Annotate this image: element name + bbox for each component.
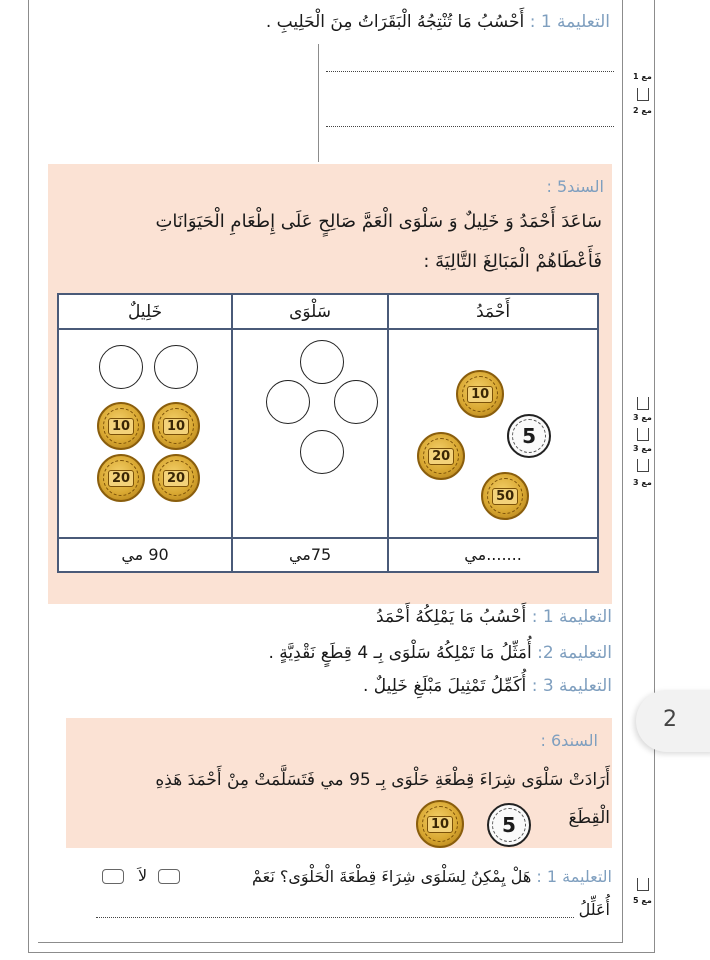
coin-value: 50: [492, 488, 518, 505]
criterion-mark: مع 3: [633, 478, 652, 487]
explain-answer-line[interactable]: [96, 917, 574, 918]
answer-line-1[interactable]: [326, 71, 614, 72]
score-box[interactable]: [637, 88, 649, 101]
criterion-mark: مع 3: [633, 444, 652, 453]
score-box[interactable]: [637, 459, 649, 472]
coin-value: 20: [428, 448, 454, 465]
salwa-coins-cell[interactable]: [232, 329, 388, 538]
sanad5-line1: سَاعَدَ أَحْمَدُ وَ خَلِيلٌ وَ سَلْوَى الْعَمَّ صَالِحٍ عَلَى إِطْعَامِ الْحَيَوَانَاتِ: [155, 211, 602, 232]
task-text: أُمَثِّلُ مَا تَمْلِكُهُ سَلْوَى بِـ 4 قِطَعٍ نَقْدِيَّةٍ .: [268, 643, 532, 663]
score-box[interactable]: [637, 878, 649, 891]
criterion-mark: مع 2: [633, 106, 652, 115]
task5-2: [269, 643, 613, 663]
header-salwa: سَلْوَى: [232, 294, 388, 329]
top-task: [266, 12, 610, 32]
task-text: أُكَمِّلُ تَمْثِيلَ مَبْلَغِ خَلِيلٌ .: [362, 676, 527, 696]
answer-line-2[interactable]: [326, 126, 614, 127]
coin-10: [456, 370, 504, 418]
coin-10: [97, 402, 145, 450]
score-box[interactable]: [637, 397, 649, 410]
yes-checkbox[interactable]: [158, 869, 180, 884]
sanad6-label: السند6 :: [540, 731, 598, 750]
empty-coin-slot[interactable]: [154, 345, 198, 389]
coin-value: 10: [163, 418, 189, 435]
criterion-mark: مع 3: [633, 413, 652, 422]
sanad6-line2: الْقِطَعَ: [568, 808, 610, 828]
coin-value: 20: [163, 470, 189, 487]
sanad5-label: السند5 :: [546, 177, 604, 196]
task5-1: [376, 607, 612, 627]
empty-coin-slot[interactable]: [266, 380, 310, 424]
empty-coin-slot[interactable]: [99, 345, 143, 389]
no-label: لاَ: [138, 866, 148, 885]
task-label: التعليمة 3 :: [531, 676, 612, 696]
margin-divider: [622, 0, 623, 942]
empty-coin-slot[interactable]: [334, 380, 378, 424]
task-label: التعليمة 1 :: [536, 867, 612, 886]
amount-ahmed[interactable]: .......مي: [388, 538, 598, 572]
coin-5: [487, 803, 531, 847]
coin-10: [416, 800, 464, 848]
top-task-label: التعليمة 1 :: [529, 12, 610, 32]
task-label: التعليمة 2:: [537, 643, 612, 663]
coin-20: [152, 454, 200, 502]
khalil-coins-cell[interactable]: [58, 329, 232, 538]
explain-label: أُعَلِّلُ: [578, 900, 610, 919]
amount-salwa: 75مي: [232, 538, 388, 572]
task6-question: [252, 867, 612, 886]
no-checkbox[interactable]: [102, 869, 124, 884]
amount-khalil: 90 مي: [58, 538, 232, 572]
coin-value: 5: [522, 424, 537, 449]
coin-value: 10: [108, 418, 134, 435]
task-label: التعليمة 1 :: [531, 607, 612, 627]
ahmed-coins-cell: [388, 329, 598, 538]
sanad5-line2: فَأَعْطَاهُمْ الْمَبَالِغَ التَّالِيَةَ :: [423, 251, 602, 272]
criterion-mark: مع 1: [633, 72, 652, 81]
criterion-mark: مع 5: [633, 896, 652, 905]
sanad6-line1: أَرَادَتْ سَلْوَى شِرَاءَ قِطْعَةِ حَلْوَى بِـ 95 مي فَتَسَلَّمَتْ مِنْ أَحْمَدَ هَذِهِ: [155, 770, 610, 790]
empty-coin-slot[interactable]: [300, 430, 344, 474]
coin-10: [152, 402, 200, 450]
empty-coin-slot[interactable]: [300, 340, 344, 384]
header-khalil: خَلِيلٌ: [58, 294, 232, 329]
coin-20: [97, 454, 145, 502]
coin-value: 20: [108, 470, 134, 487]
score-box[interactable]: [637, 428, 649, 441]
task-text: هَلْ يِمْكِنُ لِسَلْوَى شِرَاءَ قِطْعَةَ الْحَلْوَى؟ نَعَمْ: [251, 867, 532, 886]
coin-value: 10: [467, 386, 493, 403]
page-number: 2: [663, 707, 677, 732]
inner-bottom-border: [38, 942, 623, 943]
coin-value: 5: [502, 813, 516, 837]
header-ahmed: أَحْمَدُ: [388, 294, 598, 329]
answer-divider: [318, 44, 319, 162]
coins-table: [57, 293, 599, 573]
coin-20: [417, 432, 465, 480]
task-text: أَحْسُبُ مَا يَمْلِكُهُ أَحْمَدُ: [376, 607, 527, 627]
coin-value: 10: [427, 816, 453, 833]
coin-5: [507, 414, 551, 458]
coin-50: [481, 472, 529, 520]
top-task-text: أَحْسُبُ مَا تُنْتِجُهُ الْبَقَرَاتُ مِنَ الْحَلِيبِ .: [265, 12, 525, 32]
task5-3: [363, 676, 612, 696]
